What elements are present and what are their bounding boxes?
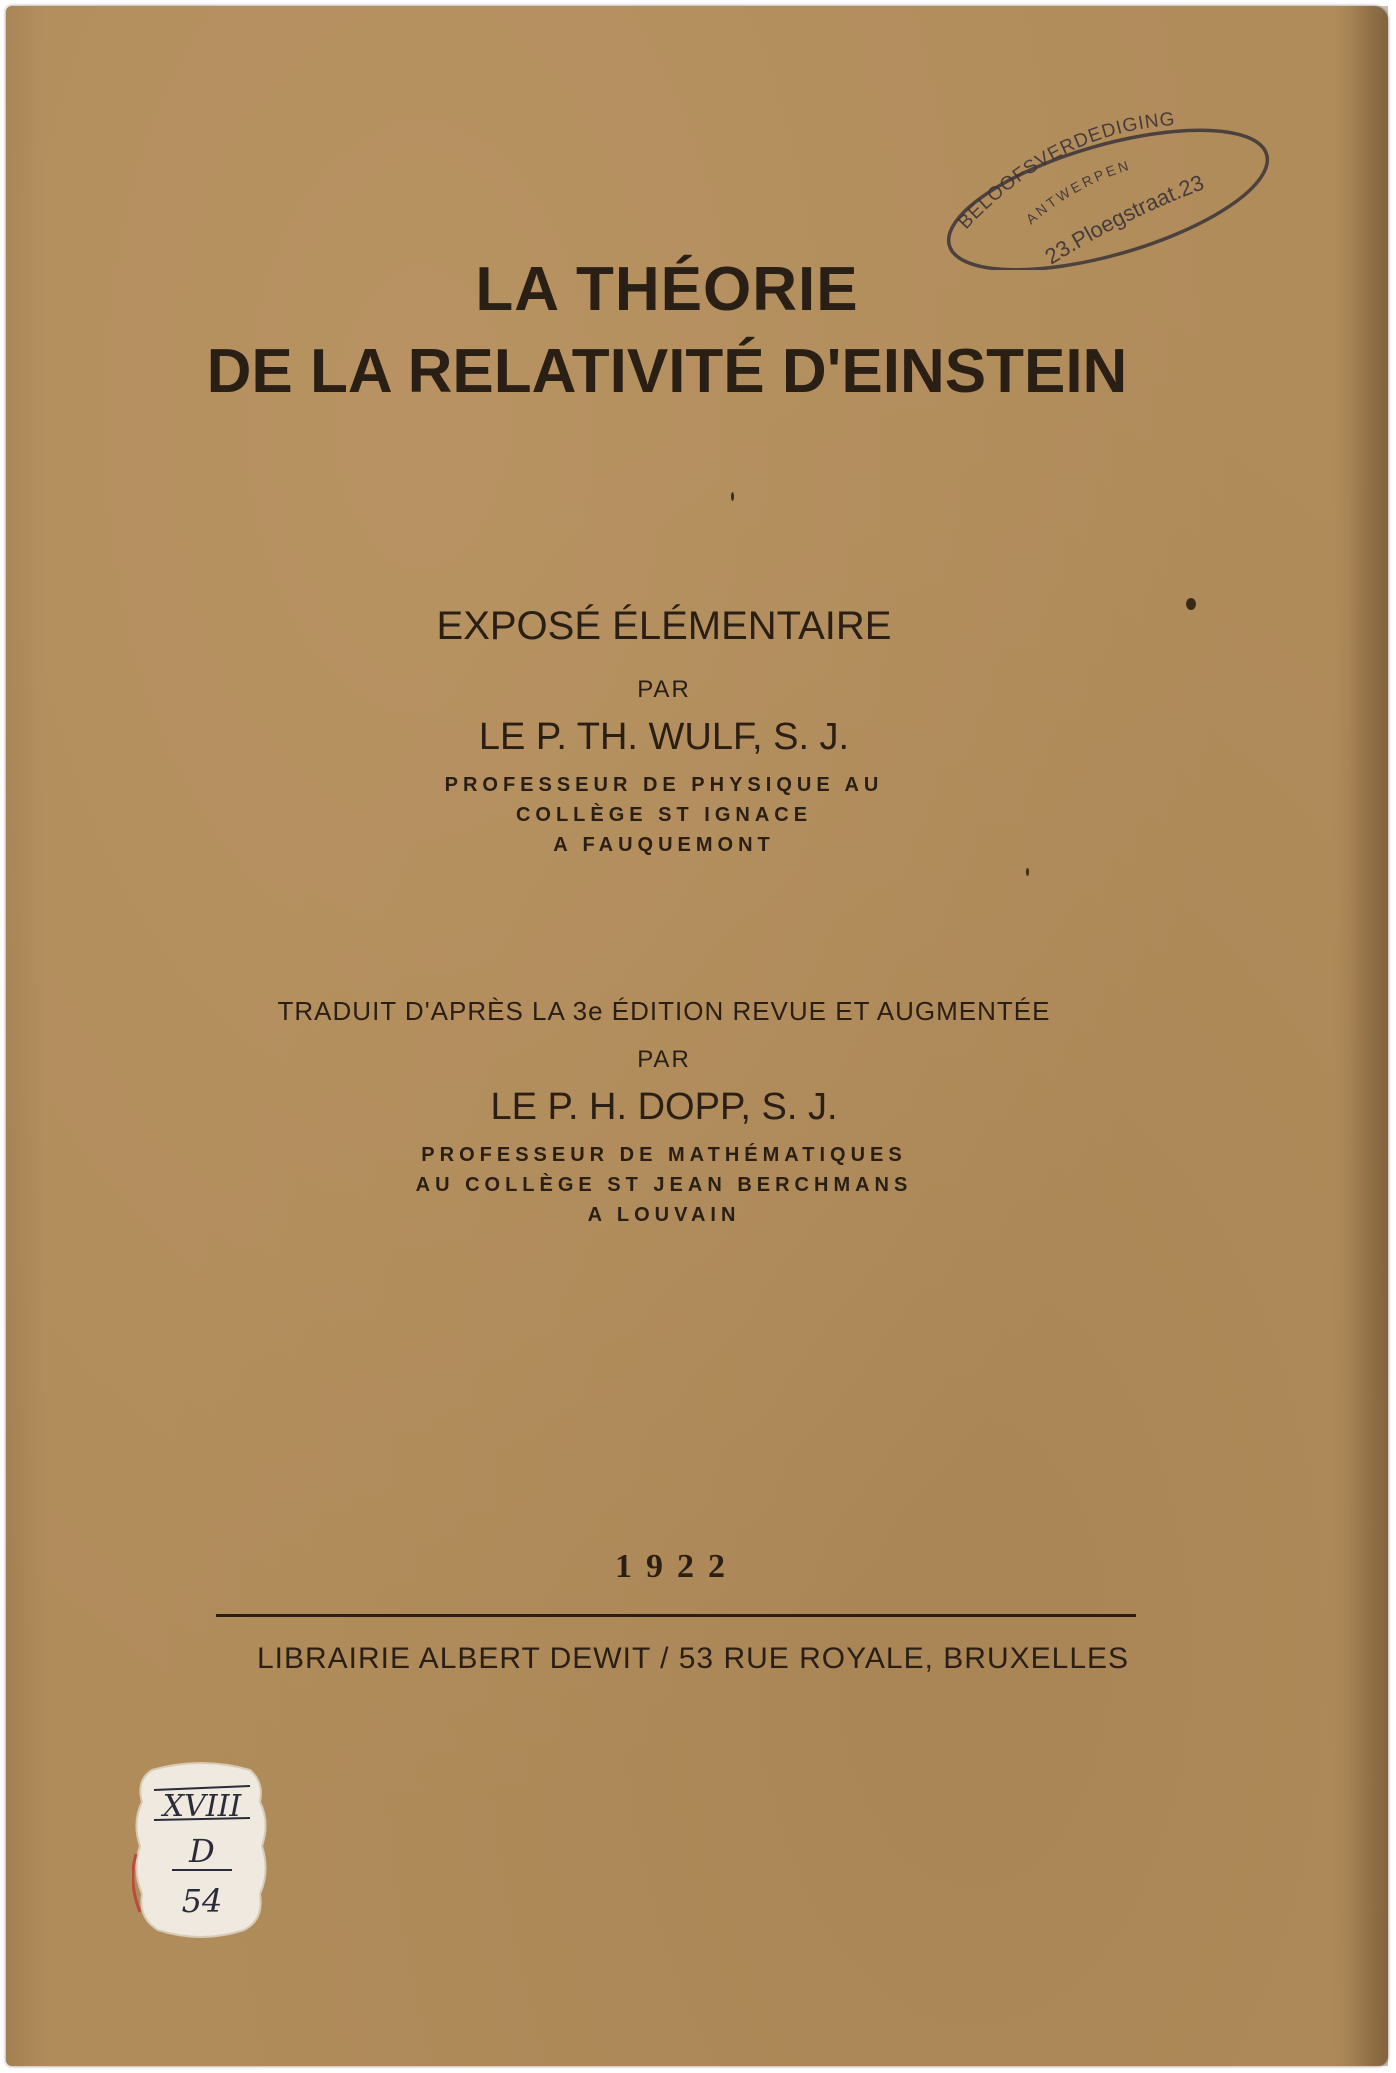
library-shelf-label: [132, 1762, 270, 1938]
publication-year: 1922: [615, 1548, 739, 1585]
translation-note-text: TRADUIT D'APRÈS LA 3e ÉDITION REVUE ET AUGMENTÉE: [277, 996, 1051, 1026]
translator-affiliation-line: AU COLLÈGE ST JEAN BERCHMANS: [415, 1174, 913, 1196]
divider-rule: [216, 1614, 1136, 1617]
label-line-3: 54: [181, 1882, 223, 1920]
translator-name: LE P. H. DOPP, S. J.: [490, 1086, 838, 1128]
title-line-2: DE LA RELATIVITÉ D'EINSTEIN: [206, 337, 1128, 406]
label-line-2: D: [189, 1832, 215, 1870]
label-line-1: XVIII: [162, 1789, 242, 1824]
author-affiliation-line: A FAUQUEMONT: [553, 834, 775, 856]
by-line-2: PAR: [637, 1046, 691, 1073]
paper-speck: [1026, 868, 1029, 876]
translation-note: [0, 996, 1355, 1027]
author-affiliation-line: COLLÈGE ST IGNACE: [515, 804, 813, 826]
translator-affiliation-line: PROFESSEUR DE MATHÉMATIQUES: [421, 1144, 907, 1166]
stamp-line-2: ANTWERPEN: [1022, 156, 1134, 228]
subtitle: EXPOSÉ ÉLÉMENTAIRE: [436, 604, 892, 648]
author-affiliation-line: PROFESSEUR DE PHYSIQUE AU: [444, 774, 884, 796]
paper-speck: [1186, 598, 1196, 610]
book-cover: [6, 6, 1388, 2066]
author-name: LE P. TH. WULF, S. J.: [478, 716, 850, 758]
paper-speck: [731, 492, 734, 501]
translator-affiliation-line: A LOUVAIN: [587, 1204, 741, 1226]
by-line-1: PAR: [637, 676, 691, 703]
stamp-line-3: 23.Ploegstraat.23: [1040, 169, 1208, 270]
title-line-1: LA THÉORIE: [475, 255, 859, 324]
stamp-line-1: BELOOFSVERDEDIGING: [954, 110, 1177, 234]
ownership-stamp: [936, 110, 1276, 270]
publisher-line: LIBRAIRIE ALBERT DEWIT / 53 RUE ROYALE, BRUXELLES: [256, 1642, 1130, 1675]
